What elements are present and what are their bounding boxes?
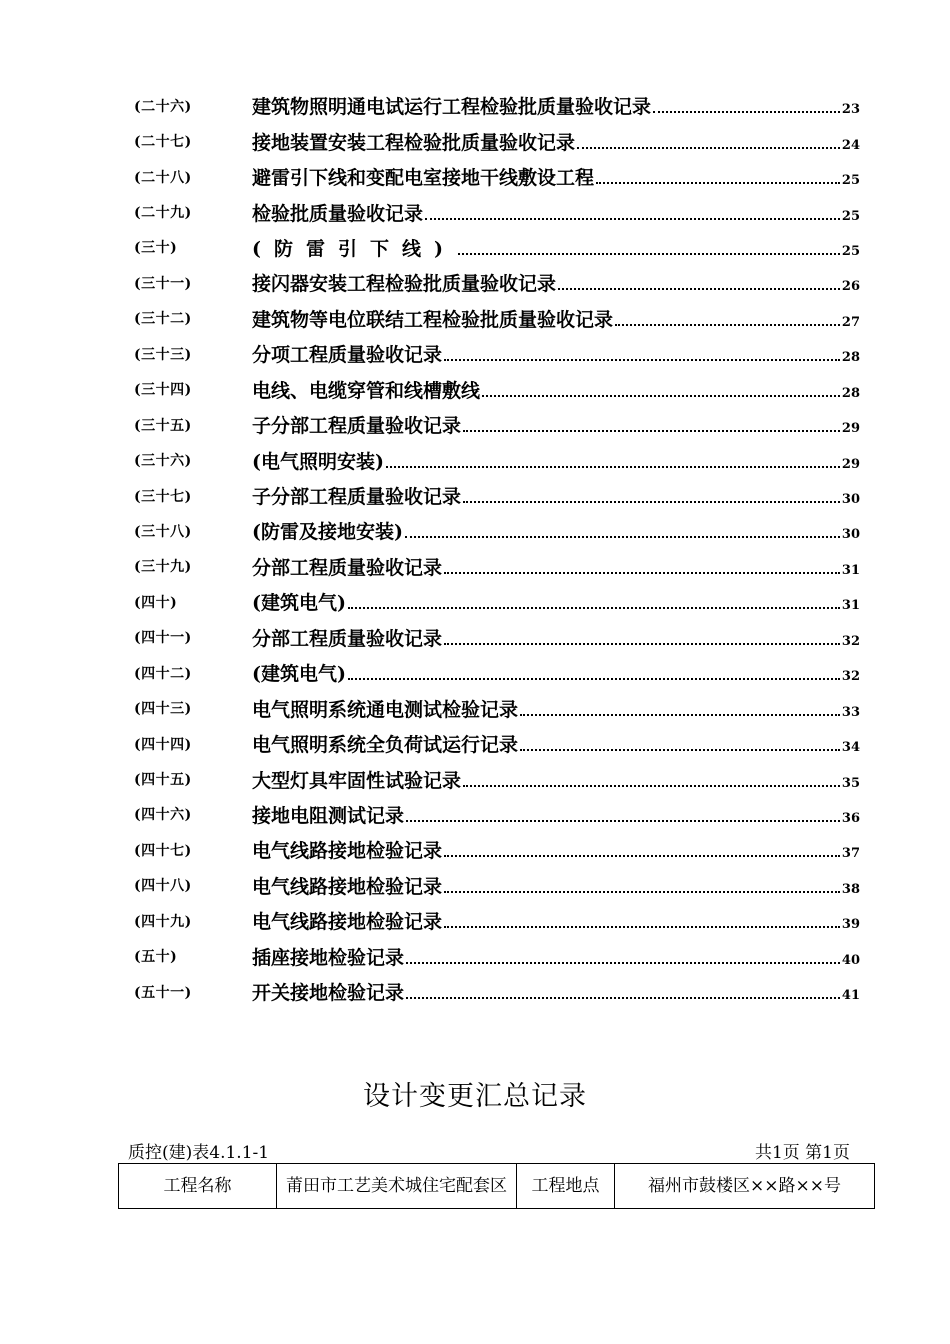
toc-entry-number: (三十五) (134, 417, 192, 434)
toc-entry-title: 电气线路接地检验记录 (252, 911, 443, 934)
toc-entry-number: (五十) (134, 949, 178, 966)
toc-entry-title: 接地装置安装工程检验批质量验收记录 (252, 131, 576, 154)
toc-entry-title: (建筑电气) (252, 663, 346, 686)
toc-entry-number: (四十五) (134, 772, 192, 789)
toc-entry-number: (三十三) (134, 346, 192, 363)
toc-entry[interactable] (134, 690, 860, 725)
table-of-contents (134, 88, 860, 1009)
toc-entry-page: 39 (841, 917, 860, 933)
project-info-table (118, 1163, 875, 1209)
form-code: 质控(建)表4.1.1-1 (128, 1143, 270, 1163)
toc-entry[interactable] (134, 442, 860, 477)
toc-entry[interactable] (134, 372, 860, 407)
toc-entry-number: (三十九) (134, 559, 192, 576)
toc-entry-page: 34 (841, 740, 860, 756)
toc-entry[interactable] (134, 797, 860, 832)
toc-entry-number: (三十四) (134, 382, 192, 399)
toc-leader-dots (425, 218, 840, 220)
toc-entry-title: 接地电阻测试记录 (252, 804, 405, 827)
toc-entry-number: (二十九) (134, 205, 192, 222)
toc-entry-number: (四十二) (134, 665, 192, 682)
toc-entry[interactable] (134, 974, 860, 1009)
toc-entry-page: 30 (841, 527, 860, 543)
toc-entry-number: (三十) (134, 240, 178, 257)
toc-leader-dots (463, 430, 840, 432)
toc-entry-page: 30 (841, 492, 860, 508)
toc-entry[interactable] (134, 265, 860, 300)
toc-entry-number: (三十七) (134, 488, 192, 505)
toc-entry-title: 子分部工程质量验收记录 (252, 486, 462, 509)
toc-entry-number: (二十七) (134, 134, 192, 151)
toc-leader-dots (558, 288, 840, 290)
toc-entry-title: (防雷引下线) (252, 237, 456, 260)
toc-entry-title: 分项工程质量验收记录 (252, 344, 443, 367)
toc-leader-dots (406, 962, 840, 964)
toc-entry-page: 26 (841, 279, 860, 295)
toc-entry-title: 电气照明系统全负荷试运行记录 (252, 734, 519, 757)
toc-entry[interactable] (134, 832, 860, 867)
toc-entry[interactable] (134, 407, 860, 442)
toc-entry-title: (电气照明安装) (252, 450, 384, 473)
toc-entry-title: 电气线路接地检验记录 (252, 875, 443, 898)
toc-entry-title: 建筑物照明通电试运行工程检验批质量验收记录 (252, 96, 652, 119)
toc-entry[interactable] (134, 336, 860, 371)
toc-entry[interactable] (134, 549, 860, 584)
toc-entry-number: (四十六) (134, 807, 192, 824)
toc-entry-title: 避雷引下线和变配电室接地干线敷设工程 (252, 167, 595, 190)
toc-leader-dots (520, 749, 840, 751)
toc-entry-number: (二十八) (134, 169, 192, 186)
toc-entry[interactable] (134, 194, 860, 229)
toc-entry-title: (建筑电气) (252, 592, 346, 615)
toc-entry-page: 35 (841, 775, 860, 791)
toc-entry-number: (三十一) (134, 275, 192, 292)
toc-leader-dots (444, 572, 840, 574)
toc-entry-number: (四十八) (134, 878, 192, 895)
toc-entry-page: 40 (841, 952, 860, 968)
toc-entry-number: (四十九) (134, 913, 192, 930)
toc-leader-dots (406, 997, 840, 999)
toc-leader-dots (444, 926, 840, 928)
toc-entry[interactable] (134, 868, 860, 903)
toc-entry-title: 电气照明系统通电测试检验记录 (252, 698, 519, 721)
toc-entry-number: (四十三) (134, 701, 192, 718)
toc-entry-page: 31 (841, 598, 860, 614)
toc-leader-dots (653, 111, 840, 113)
toc-entry[interactable] (134, 159, 860, 194)
toc-entry-title: 建筑物等电位联结工程检验批质量验收记录 (252, 308, 614, 331)
toc-entry-page: 36 (841, 810, 860, 826)
toc-entry-number: (三十六) (134, 453, 192, 470)
toc-entry[interactable] (134, 620, 860, 655)
toc-entry-number: (四十四) (134, 736, 192, 753)
toc-entry-page: 29 (841, 456, 860, 472)
toc-leader-dots (463, 785, 840, 787)
toc-leader-dots (386, 466, 840, 468)
toc-entry[interactable] (134, 761, 860, 796)
toc-entry-page: 25 (841, 173, 860, 189)
toc-leader-dots (444, 891, 840, 893)
toc-entry-title: 电气线路接地检验记录 (252, 840, 443, 863)
toc-entry-number: (三十八) (134, 523, 192, 540)
project-location-value: 福州市鼓楼区××路××号 (615, 1164, 875, 1209)
toc-entry-number: (四十) (134, 594, 178, 611)
toc-entry-page: 24 (841, 137, 860, 153)
project-name-value: 莆田市工艺美术城住宅配套区 (277, 1164, 517, 1209)
toc-entry-number: (四十一) (134, 630, 192, 647)
toc-entry[interactable] (134, 655, 860, 690)
project-name-label: 工程名称 (119, 1164, 277, 1209)
toc-entry-page: 37 (841, 846, 860, 862)
toc-leader-dots (482, 395, 840, 397)
toc-entry-title: 接闪器安装工程检验批质量验收记录 (252, 273, 557, 296)
table-row (119, 1164, 875, 1209)
toc-entry[interactable] (134, 513, 860, 548)
toc-entry-title: 电线、电缆穿管和线槽敷线 (252, 379, 481, 402)
toc-entry[interactable] (134, 726, 860, 761)
toc-entry-number: (五十一) (134, 984, 192, 1001)
toc-entry-page: 27 (841, 314, 860, 330)
toc-entry-number: (三十二) (134, 311, 192, 328)
toc-entry-page: 33 (841, 704, 860, 720)
toc-entry-page: 41 (841, 988, 860, 1004)
toc-leader-dots (596, 182, 840, 184)
toc-entry-title: 检验批质量验收记录 (252, 202, 424, 225)
toc-entry-page: 28 (841, 385, 860, 401)
toc-entry-number: (四十七) (134, 842, 192, 859)
toc-entry-page: 31 (841, 562, 860, 578)
toc-leader-dots (520, 714, 840, 716)
toc-leader-dots (348, 607, 840, 609)
toc-leader-dots (463, 501, 840, 503)
toc-leader-dots (444, 359, 840, 361)
toc-leader-dots (444, 643, 840, 645)
toc-entry-title: 分部工程质量验收记录 (252, 627, 443, 650)
toc-entry[interactable] (134, 939, 860, 974)
toc-leader-dots (444, 855, 840, 857)
toc-entry[interactable] (134, 584, 860, 619)
toc-entry-page: 29 (841, 421, 860, 437)
toc-entry-title: 开关接地检验记录 (252, 982, 405, 1005)
toc-leader-dots (348, 678, 840, 680)
toc-leader-dots (406, 820, 840, 822)
toc-entry-page: 32 (841, 633, 860, 649)
toc-entry-page: 32 (841, 669, 860, 685)
toc-entry[interactable] (134, 88, 860, 123)
toc-entry-page: 25 (841, 208, 860, 224)
toc-leader-dots (615, 324, 840, 326)
toc-leader-dots (405, 536, 840, 538)
toc-entry[interactable] (134, 230, 860, 265)
toc-entry[interactable] (134, 478, 860, 513)
project-location-label: 工程地点 (517, 1164, 615, 1209)
toc-entry-title: 子分部工程质量验收记录 (252, 415, 462, 438)
toc-entry-page: 38 (841, 881, 860, 897)
toc-entry-title: 大型灯具牢固性试验记录 (252, 769, 462, 792)
toc-entry-title: 分部工程质量验收记录 (252, 556, 443, 579)
page-count: 共1页 第1页 (754, 1143, 850, 1163)
toc-entry-title: 插座接地检验记录 (252, 946, 405, 969)
toc-entry-page: 23 (841, 102, 860, 118)
toc-leader-dots (458, 253, 840, 255)
toc-entry[interactable] (134, 123, 860, 158)
toc-entry[interactable] (134, 301, 860, 336)
document-title: 设计变更汇总记录 (363, 1081, 587, 1112)
toc-entry-page: 25 (841, 243, 860, 259)
toc-entry-number: (二十六) (134, 98, 192, 115)
toc-entry-title: (防雷及接地安装) (252, 521, 403, 544)
toc-leader-dots (577, 147, 840, 149)
toc-entry[interactable] (134, 903, 860, 938)
toc-entry-page: 28 (841, 350, 860, 366)
